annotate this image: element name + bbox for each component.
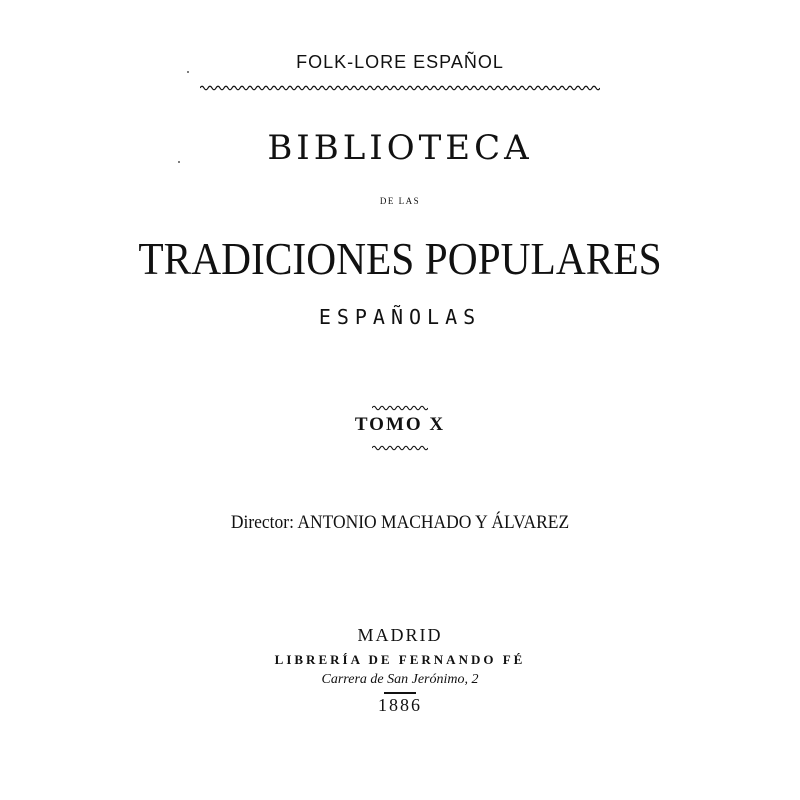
imprint-year: 1886: [378, 695, 422, 715]
volume-label: TOMO X: [354, 414, 446, 435]
wavy-rule-top: [200, 84, 600, 92]
subtitle-connector: DE LAS: [379, 196, 421, 206]
paper-speck: [178, 161, 180, 163]
paper-speck: [187, 71, 189, 73]
collection-title: TRADICIONES POPULARES: [138, 233, 662, 284]
imprint-address: Carrera de San Jerónimo, 2: [321, 672, 479, 687]
collection-subtitle: ESPAÑOLAS: [318, 305, 482, 329]
main-title: BIBLIOTECA: [267, 128, 533, 168]
wavy-rule-volume-top: [372, 404, 428, 412]
imprint-city: MADRID: [357, 625, 443, 645]
series-title: FOLK-LORE ESPAÑOL: [296, 52, 504, 72]
wavy-rule-volume-bottom: [372, 444, 428, 452]
director-line: Director: ANTONIO MACHADO Y ÁLVAREZ: [230, 512, 570, 533]
imprint-rule: [384, 692, 416, 694]
imprint-publisher: LIBRERÍA DE FERNANDO FÉ: [274, 652, 526, 667]
